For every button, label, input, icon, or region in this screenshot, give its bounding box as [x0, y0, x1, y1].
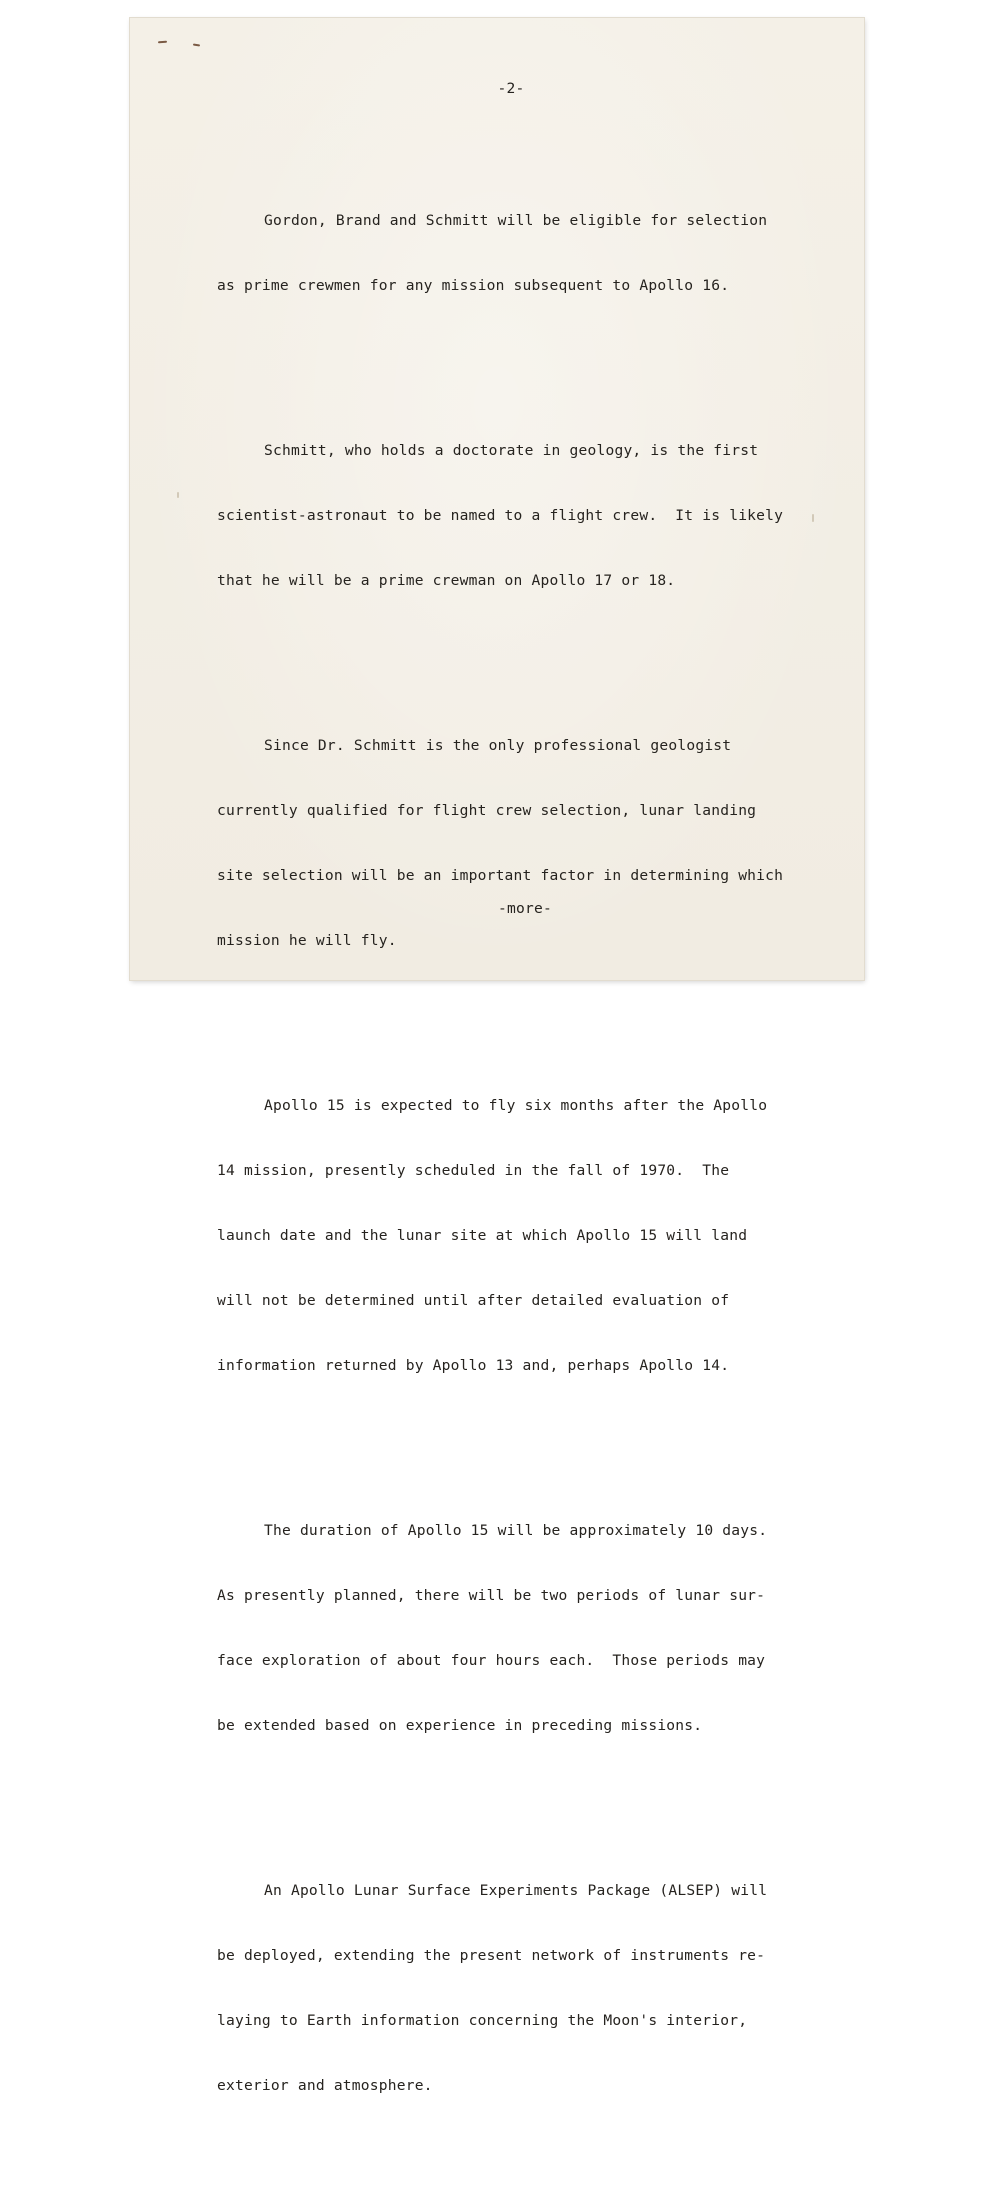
text-line: that he will be a prime crewman on Apollo 17 or 18.: [217, 572, 676, 589]
text-line: An Apollo Lunar Surface Experiments Package (ALSEP) will: [264, 1882, 768, 1899]
paragraph-schmitt-geology: [217, 401, 837, 630]
page-number: -2-: [497, 80, 525, 97]
paragraph-eligibility: [217, 171, 837, 335]
document-body: [217, 120, 837, 2186]
text-line: Gordon, Brand and Schmitt will be eligible for selection: [264, 212, 768, 229]
staple-mark: [193, 44, 200, 47]
text-line: Apollo 15 is expected to fly six months after the Apollo: [264, 1097, 768, 1114]
text-line: site selection will be an important factor in determining which: [217, 867, 784, 884]
text-line: face exploration of about four hours each. Those periods may: [217, 1652, 766, 1669]
text-line: 14 mission, presently scheduled in the fall of 1970. The: [217, 1162, 730, 1179]
staple-mark: [158, 41, 167, 44]
paragraph-apollo-15-schedule: [217, 1056, 837, 1415]
text-line: launch date and the lunar site at which Apollo 15 will land: [217, 1227, 748, 1244]
text-line: As presently planned, there will be two periods of lunar sur-: [217, 1587, 766, 1604]
text-line: will not be determined until after detailed evaluation of: [217, 1292, 730, 1309]
text-line: be deployed, extending the present network of instruments re-: [217, 1947, 766, 1964]
text-line: laying to Earth information concerning the Moon's interior,: [217, 2012, 748, 2029]
text-line: exterior and atmosphere.: [217, 2077, 433, 2094]
paragraph-alsep: [217, 1841, 837, 2135]
paper-fleck: [177, 492, 179, 498]
text-line: information returned by Apollo 13 and, perhaps Apollo 14.: [217, 1357, 730, 1374]
text-line: Schmitt, who holds a doctorate in geology, is the first: [264, 442, 759, 459]
document-page: [130, 18, 864, 2094]
text-line: currently qualified for flight crew selection, lunar landing: [217, 802, 757, 819]
text-line: Since Dr. Schmitt is the only professional geologist: [264, 737, 732, 754]
paragraph-site-selection: [217, 696, 837, 990]
paragraph-mission-duration: [217, 1481, 837, 1775]
text-line: scientist-astronaut to be named to a flight crew. It is likely: [217, 507, 784, 524]
continuation-marker: -more-: [498, 900, 552, 917]
text-line: The duration of Apollo 15 will be approximately 10 days.: [264, 1522, 768, 1539]
text-line: be extended based on experience in preceding missions.: [217, 1717, 703, 1734]
text-line: mission he will fly.: [217, 932, 397, 949]
text-line: as prime crewmen for any mission subsequent to Apollo 16.: [217, 277, 730, 294]
